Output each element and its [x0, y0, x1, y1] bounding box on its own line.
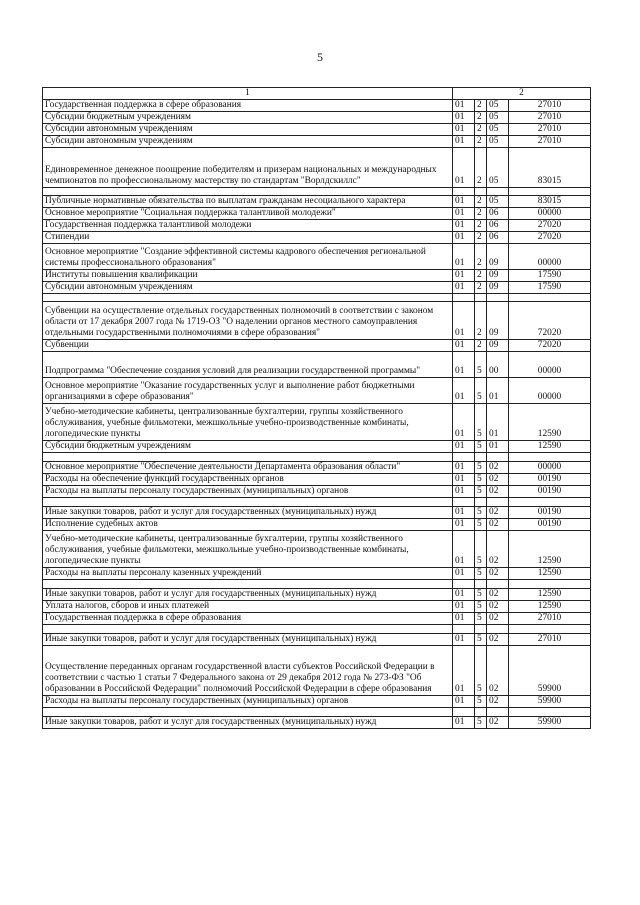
row-code-2-cell: 2	[475, 100, 487, 112]
row-code-2-cell: 5	[475, 462, 487, 474]
table-row	[43, 601, 591, 613]
table-row	[43, 220, 591, 232]
row-code-4-cell: 17590	[509, 282, 591, 294]
row-code-2-cell: 5	[475, 531, 487, 568]
row-code-1-cell: 01	[453, 634, 475, 646]
page-number: 5	[317, 50, 323, 64]
row-code-3-cell: 02	[487, 717, 509, 729]
row-code-2-cell: 5	[475, 519, 487, 531]
table-row	[43, 474, 591, 486]
row-code-1-cell: 01	[453, 100, 475, 112]
row-code-2-cell	[475, 453, 487, 462]
row-name-cell: Субвенции на осуществление отдельных государственных полномочий в соответствии с законом области от 17 декабря 2007 года № 1719-ОЗ "О наделении органов местного самоуправления отдельными государственными полномочиями в сфере образования"	[43, 302, 453, 340]
table-row	[43, 486, 591, 498]
row-code-3-cell	[487, 453, 509, 462]
row-code-4-cell: 12590	[509, 441, 591, 453]
row-code-1-cell: 01	[453, 208, 475, 220]
row-code-3-cell: 02	[487, 519, 509, 531]
row-code-3-cell: 05	[487, 196, 509, 208]
row-name-cell: Иные закупки товаров, работ и услуг для государственных (муниципальных) нужд	[43, 717, 453, 729]
row-code-2-cell: 5	[475, 486, 487, 498]
row-code-2-cell: 2	[475, 148, 487, 188]
table-row	[43, 244, 591, 270]
row-name-cell: Единовременное денежное поощрение победителям и призерам национальных и международных чемпионатов по профессиональному мастерству по стандартам "Ворлдскиллс"	[43, 148, 453, 188]
row-code-2-cell: 5	[475, 634, 487, 646]
row-name-cell: Субвенции	[43, 340, 453, 352]
row-code-4-cell: 83015	[509, 196, 591, 208]
table-header-row	[43, 88, 591, 100]
row-code-1-cell: 01	[453, 462, 475, 474]
table-row	[43, 124, 591, 136]
row-code-1-cell: 01	[453, 136, 475, 148]
row-code-4-cell	[509, 708, 591, 717]
row-code-3-cell: 02	[487, 696, 509, 708]
row-code-3-cell: 06	[487, 208, 509, 220]
row-code-4-cell: 59900	[509, 646, 591, 696]
row-code-3-cell: 02	[487, 634, 509, 646]
row-code-1-cell: 01	[453, 220, 475, 232]
row-code-1-cell	[453, 294, 475, 302]
table-row	[43, 531, 591, 568]
row-code-3-cell: 02	[487, 474, 509, 486]
table-row	[43, 580, 591, 589]
row-code-4-cell: 27010	[509, 100, 591, 112]
row-code-4-cell: 12590	[509, 531, 591, 568]
row-code-4-cell: 27020	[509, 220, 591, 232]
budget-table	[42, 87, 591, 729]
row-code-4-cell: 00190	[509, 507, 591, 519]
row-code-3-cell: 09	[487, 244, 509, 270]
row-code-3-cell: 01	[487, 441, 509, 453]
row-name-cell	[43, 625, 453, 634]
row-code-2-cell	[475, 580, 487, 589]
table-row	[43, 340, 591, 352]
row-code-2-cell: 5	[475, 507, 487, 519]
row-code-2-cell	[475, 625, 487, 634]
row-name-cell	[43, 294, 453, 302]
row-name-cell	[43, 580, 453, 589]
row-name-cell: Исполнение судебных актов	[43, 519, 453, 531]
table-row	[43, 613, 591, 625]
row-code-4-cell	[509, 294, 591, 302]
row-code-1-cell: 01	[453, 404, 475, 441]
row-code-1-cell: 01	[453, 589, 475, 601]
row-code-3-cell: 05	[487, 100, 509, 112]
row-code-3-cell: 02	[487, 568, 509, 580]
row-code-3-cell: 02	[487, 507, 509, 519]
row-code-2-cell: 5	[475, 613, 487, 625]
table-row	[43, 378, 591, 404]
row-code-4-cell: 27020	[509, 232, 591, 244]
row-name-cell: Стипендии	[43, 232, 453, 244]
row-code-1-cell: 01	[453, 601, 475, 613]
row-code-1-cell	[453, 188, 475, 196]
row-name-cell: Осуществление переданных органам государственной власти субъектов Российской Федерации в соответствии с частью 1 статьи 7 Федерального закона от 29 декабря 2012 года № 273-ФЗ "Об образовании в Российской Федерации" полномочий Российской Федерации в сфере образования	[43, 646, 453, 696]
row-code-4-cell: 17590	[509, 270, 591, 282]
table-row	[43, 232, 591, 244]
row-code-4-cell: 27010	[509, 613, 591, 625]
row-code-3-cell	[487, 580, 509, 589]
row-code-3-cell: 02	[487, 601, 509, 613]
table-row	[43, 696, 591, 708]
row-code-3-cell	[487, 498, 509, 507]
row-code-2-cell: 5	[475, 589, 487, 601]
row-code-2-cell: 5	[475, 352, 487, 378]
row-code-2-cell	[475, 294, 487, 302]
row-code-1-cell: 01	[453, 486, 475, 498]
table-row	[43, 625, 591, 634]
row-code-4-cell: 00190	[509, 474, 591, 486]
row-code-3-cell: 01	[487, 404, 509, 441]
row-name-cell: Подпрограмма "Обеспечение создания условий для реализации государственной программы"	[43, 352, 453, 378]
row-code-2-cell: 2	[475, 340, 487, 352]
row-code-3-cell: 05	[487, 136, 509, 148]
row-code-3-cell	[487, 188, 509, 196]
table-row	[43, 507, 591, 519]
row-code-2-cell	[475, 708, 487, 717]
row-code-3-cell: 02	[487, 486, 509, 498]
row-name-cell: Иные закупки товаров, работ и услуг для государственных (муниципальных) нужд	[43, 507, 453, 519]
row-code-1-cell: 01	[453, 302, 475, 340]
table-row	[43, 270, 591, 282]
row-code-3-cell: 06	[487, 232, 509, 244]
row-name-cell: Субсидии бюджетным учреждениям	[43, 112, 453, 124]
row-code-4-cell: 72020	[509, 340, 591, 352]
row-name-cell: Расходы на выплаты персоналу казенных учреждений	[43, 568, 453, 580]
row-code-2-cell: 5	[475, 474, 487, 486]
row-code-2-cell: 5	[475, 568, 487, 580]
row-code-3-cell: 05	[487, 112, 509, 124]
row-code-2-cell: 5	[475, 646, 487, 696]
row-code-4-cell: 72020	[509, 302, 591, 340]
table-row	[43, 148, 591, 188]
row-code-1-cell: 01	[453, 519, 475, 531]
row-code-2-cell: 5	[475, 378, 487, 404]
row-code-4-cell: 12590	[509, 601, 591, 613]
table-row	[43, 208, 591, 220]
row-name-cell: Расходы на обеспечение функций государственных органов	[43, 474, 453, 486]
row-name-cell: Основное мероприятие "Оказание государственных услуг и выполнение работ бюджетными организациями в сфере образования"	[43, 378, 453, 404]
row-code-4-cell	[509, 498, 591, 507]
row-code-1-cell: 01	[453, 270, 475, 282]
row-code-1-cell: 01	[453, 378, 475, 404]
row-code-2-cell	[475, 498, 487, 507]
row-name-cell: Основное мероприятие "Обеспечение деятельности Департамента образования области"	[43, 462, 453, 474]
table-row	[43, 196, 591, 208]
row-code-3-cell: 02	[487, 646, 509, 696]
row-code-4-cell: 00000	[509, 244, 591, 270]
row-code-2-cell: 2	[475, 196, 487, 208]
table-row	[43, 646, 591, 696]
row-code-4-cell: 27010	[509, 136, 591, 148]
row-name-cell: Расходы на выплаты персоналу государственных (муниципальных) органов	[43, 486, 453, 498]
row-code-1-cell: 01	[453, 507, 475, 519]
row-code-3-cell: 09	[487, 282, 509, 294]
table-row	[43, 462, 591, 474]
row-code-2-cell: 2	[475, 282, 487, 294]
row-code-2-cell	[475, 188, 487, 196]
table-row	[43, 717, 591, 729]
row-code-2-cell: 2	[475, 136, 487, 148]
row-name-cell: Основное мероприятие "Создание эффективной системы кадрового обеспечения региональной системы профессионального образования"	[43, 244, 453, 270]
row-code-2-cell: 5	[475, 717, 487, 729]
row-code-1-cell	[453, 708, 475, 717]
header-col-2: 2	[453, 88, 591, 100]
row-code-1-cell: 01	[453, 282, 475, 294]
row-name-cell: Субсидии автономным учреждениям	[43, 282, 453, 294]
row-code-1-cell: 01	[453, 244, 475, 270]
row-code-3-cell: 05	[487, 124, 509, 136]
row-code-2-cell: 2	[475, 270, 487, 282]
row-code-4-cell: 12590	[509, 568, 591, 580]
row-code-3-cell: 02	[487, 589, 509, 601]
row-code-1-cell: 01	[453, 352, 475, 378]
row-code-1-cell: 01	[453, 531, 475, 568]
table-row	[43, 404, 591, 441]
table-row	[43, 634, 591, 646]
row-code-4-cell	[509, 625, 591, 634]
table-row	[43, 519, 591, 531]
row-code-1-cell: 01	[453, 112, 475, 124]
row-code-3-cell	[487, 294, 509, 302]
row-code-2-cell: 2	[475, 220, 487, 232]
row-code-1-cell: 01	[453, 124, 475, 136]
row-code-1-cell: 01	[453, 340, 475, 352]
row-name-cell	[43, 188, 453, 196]
row-code-4-cell: 00000	[509, 208, 591, 220]
row-code-2-cell: 5	[475, 404, 487, 441]
row-code-4-cell	[509, 453, 591, 462]
row-code-1-cell	[453, 453, 475, 462]
row-name-cell: Государственная поддержка талантливой молодежи	[43, 220, 453, 232]
row-code-4-cell: 00190	[509, 486, 591, 498]
row-code-4-cell: 59900	[509, 717, 591, 729]
table-row	[43, 708, 591, 717]
row-name-cell: Субсидии бюджетным учреждениям	[43, 441, 453, 453]
row-code-3-cell: 00	[487, 352, 509, 378]
row-code-4-cell: 83015	[509, 148, 591, 188]
table-row	[43, 441, 591, 453]
row-code-1-cell: 01	[453, 474, 475, 486]
row-code-1-cell: 01	[453, 613, 475, 625]
row-code-2-cell: 2	[475, 112, 487, 124]
table-row	[43, 352, 591, 378]
row-code-1-cell	[453, 580, 475, 589]
row-code-4-cell: 59900	[509, 696, 591, 708]
row-code-1-cell: 01	[453, 196, 475, 208]
row-name-cell: Государственная поддержка в сфере образования	[43, 100, 453, 112]
table-row	[43, 294, 591, 302]
row-name-cell: Государственная поддержка в сфере образования	[43, 613, 453, 625]
row-code-4-cell: 00000	[509, 462, 591, 474]
row-code-3-cell	[487, 708, 509, 717]
table-row	[43, 302, 591, 340]
row-code-4-cell	[509, 580, 591, 589]
row-code-3-cell: 01	[487, 378, 509, 404]
row-name-cell	[43, 708, 453, 717]
row-name-cell: Учебно-методические кабинеты, централизованные бухгалтерии, группы хозяйственного обслуживания, учебные фильмотеки, межшкольные учебно-производственные комбинаты, логопедические пункты	[43, 404, 453, 441]
row-code-3-cell: 02	[487, 531, 509, 568]
row-code-3-cell: 02	[487, 613, 509, 625]
row-code-4-cell	[509, 188, 591, 196]
table-row	[43, 589, 591, 601]
table-row	[43, 136, 591, 148]
row-code-2-cell: 2	[475, 232, 487, 244]
table-row	[43, 112, 591, 124]
row-code-3-cell	[487, 625, 509, 634]
row-code-2-cell: 2	[475, 302, 487, 340]
row-name-cell	[43, 453, 453, 462]
row-name-cell: Основное мероприятие "Социальная поддержка талантливой молодежи"	[43, 208, 453, 220]
row-code-1-cell: 01	[453, 232, 475, 244]
row-code-1-cell: 01	[453, 148, 475, 188]
row-code-4-cell: 27010	[509, 112, 591, 124]
row-name-cell: Расходы на выплаты персоналу государственных (муниципальных) органов	[43, 696, 453, 708]
row-code-4-cell: 00000	[509, 352, 591, 378]
row-name-cell: Субсидии автономным учреждениям	[43, 136, 453, 148]
row-code-1-cell	[453, 498, 475, 507]
row-code-2-cell: 2	[475, 244, 487, 270]
row-code-4-cell: 12590	[509, 589, 591, 601]
row-code-2-cell: 5	[475, 441, 487, 453]
row-code-2-cell: 2	[475, 208, 487, 220]
row-code-3-cell: 09	[487, 270, 509, 282]
table-row	[43, 188, 591, 196]
row-code-4-cell: 00000	[509, 378, 591, 404]
row-code-1-cell: 01	[453, 717, 475, 729]
budget-table-body	[43, 88, 591, 729]
row-code-2-cell: 2	[475, 124, 487, 136]
row-code-3-cell: 02	[487, 462, 509, 474]
row-name-cell: Уплата налогов, сборов и иных платежей	[43, 601, 453, 613]
table-row	[43, 100, 591, 112]
row-name-cell: Институты повышения квалификации	[43, 270, 453, 282]
row-name-cell: Иные закупки товаров, работ и услуг для государственных (муниципальных) нужд	[43, 634, 453, 646]
table-row	[43, 453, 591, 462]
row-code-4-cell: 00190	[509, 519, 591, 531]
row-code-3-cell: 06	[487, 220, 509, 232]
row-name-cell: Иные закупки товаров, работ и услуг для государственных (муниципальных) нужд	[43, 589, 453, 601]
table-row	[43, 568, 591, 580]
row-code-2-cell: 5	[475, 696, 487, 708]
row-code-1-cell: 01	[453, 696, 475, 708]
header-col-1: 1	[43, 88, 453, 100]
row-code-1-cell: 01	[453, 646, 475, 696]
row-code-2-cell: 5	[475, 601, 487, 613]
table-row	[43, 282, 591, 294]
row-name-cell: Субсидии автономным учреждениям	[43, 124, 453, 136]
row-code-1-cell: 01	[453, 568, 475, 580]
row-code-1-cell	[453, 625, 475, 634]
row-code-1-cell: 01	[453, 441, 475, 453]
row-code-3-cell: 09	[487, 302, 509, 340]
row-name-cell	[43, 498, 453, 507]
row-code-3-cell: 05	[487, 148, 509, 188]
row-name-cell: Учебно-методические кабинеты, централизованные бухгалтерии, группы хозяйственного обслуживания, учебные фильмотеки, межшкольные учебно-производственные комбинаты, логопедические пункты	[43, 531, 453, 568]
row-code-4-cell: 27010	[509, 634, 591, 646]
row-code-4-cell: 12590	[509, 404, 591, 441]
table-row	[43, 498, 591, 507]
row-code-4-cell: 27010	[509, 124, 591, 136]
row-name-cell: Публичные нормативные обязательства по выплатам гражданам несоциального характера	[43, 196, 453, 208]
row-code-3-cell: 09	[487, 340, 509, 352]
